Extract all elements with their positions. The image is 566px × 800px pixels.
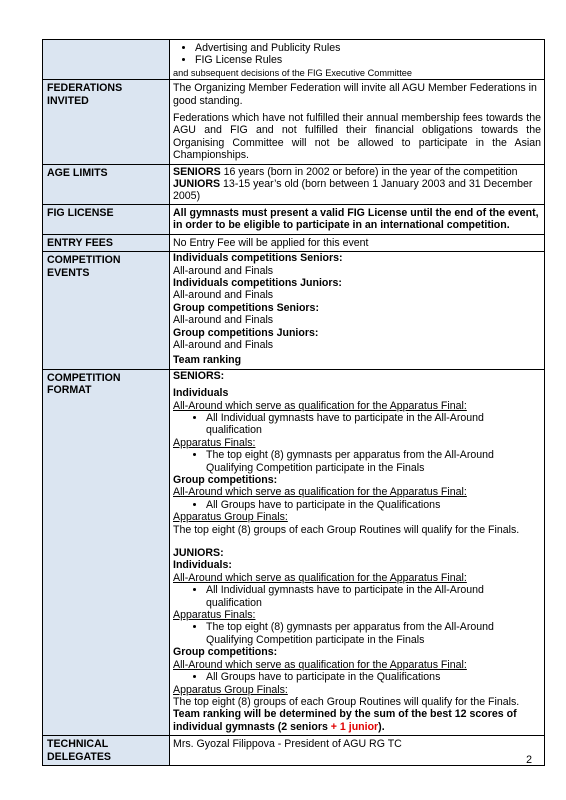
juniors-gaa-heading: All-Around which serve as qualification for the Apparatus Final: (173, 658, 467, 671)
juniors-af-heading: Apparatus Finals: (173, 609, 256, 622)
license-text: All gymnasts must present a valid FIG License until the end of the event, in order to be eligible to participate in an international competition. (173, 206, 539, 232)
events-text: All-around and Finals (173, 314, 274, 327)
seniors-aa-list (173, 412, 541, 437)
age-value (170, 164, 545, 204)
events-heading: Group competitions Juniors: (173, 326, 319, 339)
format-label: COMPETITION FORMAT (43, 369, 170, 735)
seniors-gaa-heading: All-Around which serve as qualification for the Apparatus Final: (173, 486, 467, 499)
format-value (170, 369, 545, 735)
events-label: COMPETITION EVENTS (43, 252, 170, 370)
seniors-bold: SENIORS (173, 165, 221, 178)
seniors-gf-text: The top eight (8) groups of each Group Routines will qualify for the Finals. (173, 523, 520, 536)
events-heading: Individuals competitions Juniors: (173, 276, 342, 289)
seniors-text: 16 years (born in 2002 or before) in the year of the competition (220, 165, 518, 178)
events-value (170, 252, 545, 370)
juniors-gaa-list (173, 671, 541, 683)
seniors-af-heading: Apparatus Finals: (173, 436, 256, 449)
regulations-table (42, 39, 545, 766)
juniors-aa-list (173, 584, 541, 609)
age-label: AGE LIMITS (43, 164, 170, 204)
list-item: • Advertising and Publicity Rules (195, 42, 541, 54)
age-juniors (173, 178, 541, 203)
entry-row (43, 234, 545, 251)
seniors-aa-heading: All-Around which serve as qualification for the Apparatus Final: (173, 399, 467, 412)
seniors-individuals: Individuals (173, 387, 229, 400)
technical-text: Mrs. Gyozal Filippova - President of AGU RG TC (173, 738, 402, 751)
technical-value (170, 736, 545, 766)
entry-text: No Entry Fee will be applied for this event (173, 236, 369, 249)
list-item: • All Individual gymnasts have to participate in the All-Around qualification (206, 412, 541, 437)
juniors-bold: JUNIORS (173, 178, 221, 191)
team-text-red: + 1 junior (330, 720, 379, 733)
seniors-af-list (173, 449, 541, 474)
events-heading: Group competitions Seniors: (173, 301, 319, 314)
team-ranking: Team ranking (173, 354, 242, 367)
events-heading: Individuals competitions Seniors: (173, 252, 343, 265)
events-row (43, 252, 545, 370)
juniors-gf-text: The top eight (8) groups of each Group Routines will qualify for the Finals. (173, 695, 520, 708)
federations-text-1: The Organizing Member Federation will invite all AGU Member Federations in good standing. (173, 82, 537, 107)
list-item: • All Groups have to participate in the Qualifications (206, 499, 541, 511)
federations-value (170, 80, 545, 164)
federations-row (43, 80, 545, 164)
license-row (43, 204, 545, 234)
page-number: 2 (526, 754, 532, 766)
rules-row (43, 40, 545, 80)
seniors-gaa-list (173, 499, 541, 511)
juniors-title: JUNIORS: (173, 547, 224, 560)
entry-label: ENTRY FEES (43, 234, 170, 251)
list-item: • FIG License Rules (195, 54, 541, 66)
technical-row (43, 736, 545, 766)
seniors-group-heading: Group competitions: (173, 474, 278, 486)
juniors-aa-heading: All-Around which serve as qualification for the Apparatus Final: (173, 571, 467, 584)
license-value (170, 204, 545, 234)
juniors-text: 13-15 year’s old (born between 1 January 2003 and 31 December 2005) (173, 178, 533, 203)
license-label: FIG LICENSE (43, 204, 170, 234)
technical-label: TECHNICAL DELEGATES (43, 736, 170, 766)
rules-value-cell (170, 40, 545, 80)
list-item: • All Individual gymnasts have to participate in the All-Around qualification (206, 584, 541, 609)
entry-value (170, 234, 545, 251)
list-item: • The top eight (8) gymnasts per apparatus from the All-Around Qualifying Competition participate in the Finals (206, 449, 541, 474)
team-text-a: Team ranking will be determined by the sum of the best 12 scores of individual gymnasts (2 seniors (173, 708, 517, 733)
list-item: • The top eight (8) gymnasts per apparatus from the All-Around Qualifying Competition participate in the Finals (206, 621, 541, 646)
seniors-title: SENIORS: (173, 369, 225, 382)
rules-list (173, 42, 541, 67)
juniors-group-heading: Group competitions: (173, 646, 278, 659)
events-text: All-around and Finals (173, 289, 274, 302)
age-seniors (173, 166, 541, 178)
federations-text-2: Federations which have not fulfilled their annual membership fees towards the AGU and FIG and not fulfilled their financial obligations towards the Organising Committee will not be allowed to participate in the Asian Championships. (173, 112, 541, 162)
list-item: • All Groups have to participate in the Qualifications (206, 671, 541, 683)
age-row (43, 164, 545, 204)
federations-label: FEDERATIONS INVITED (43, 80, 170, 164)
juniors-individuals: Individuals: (173, 559, 232, 572)
team-text-b: ). (378, 720, 385, 733)
events-text: All-around and Finals (173, 264, 274, 277)
team-ranking-note (173, 708, 541, 733)
seniors-gf-heading: Apparatus Group Finals: (173, 511, 288, 524)
format-row (43, 369, 545, 735)
juniors-af-list (173, 621, 541, 646)
juniors-gf-heading: Apparatus Group Finals: (173, 683, 288, 696)
events-text: All-around and Finals (173, 338, 274, 351)
rules-note: and subsequent decisions of the FIG Executive Committee (173, 67, 413, 78)
rules-label-cell (43, 40, 170, 80)
